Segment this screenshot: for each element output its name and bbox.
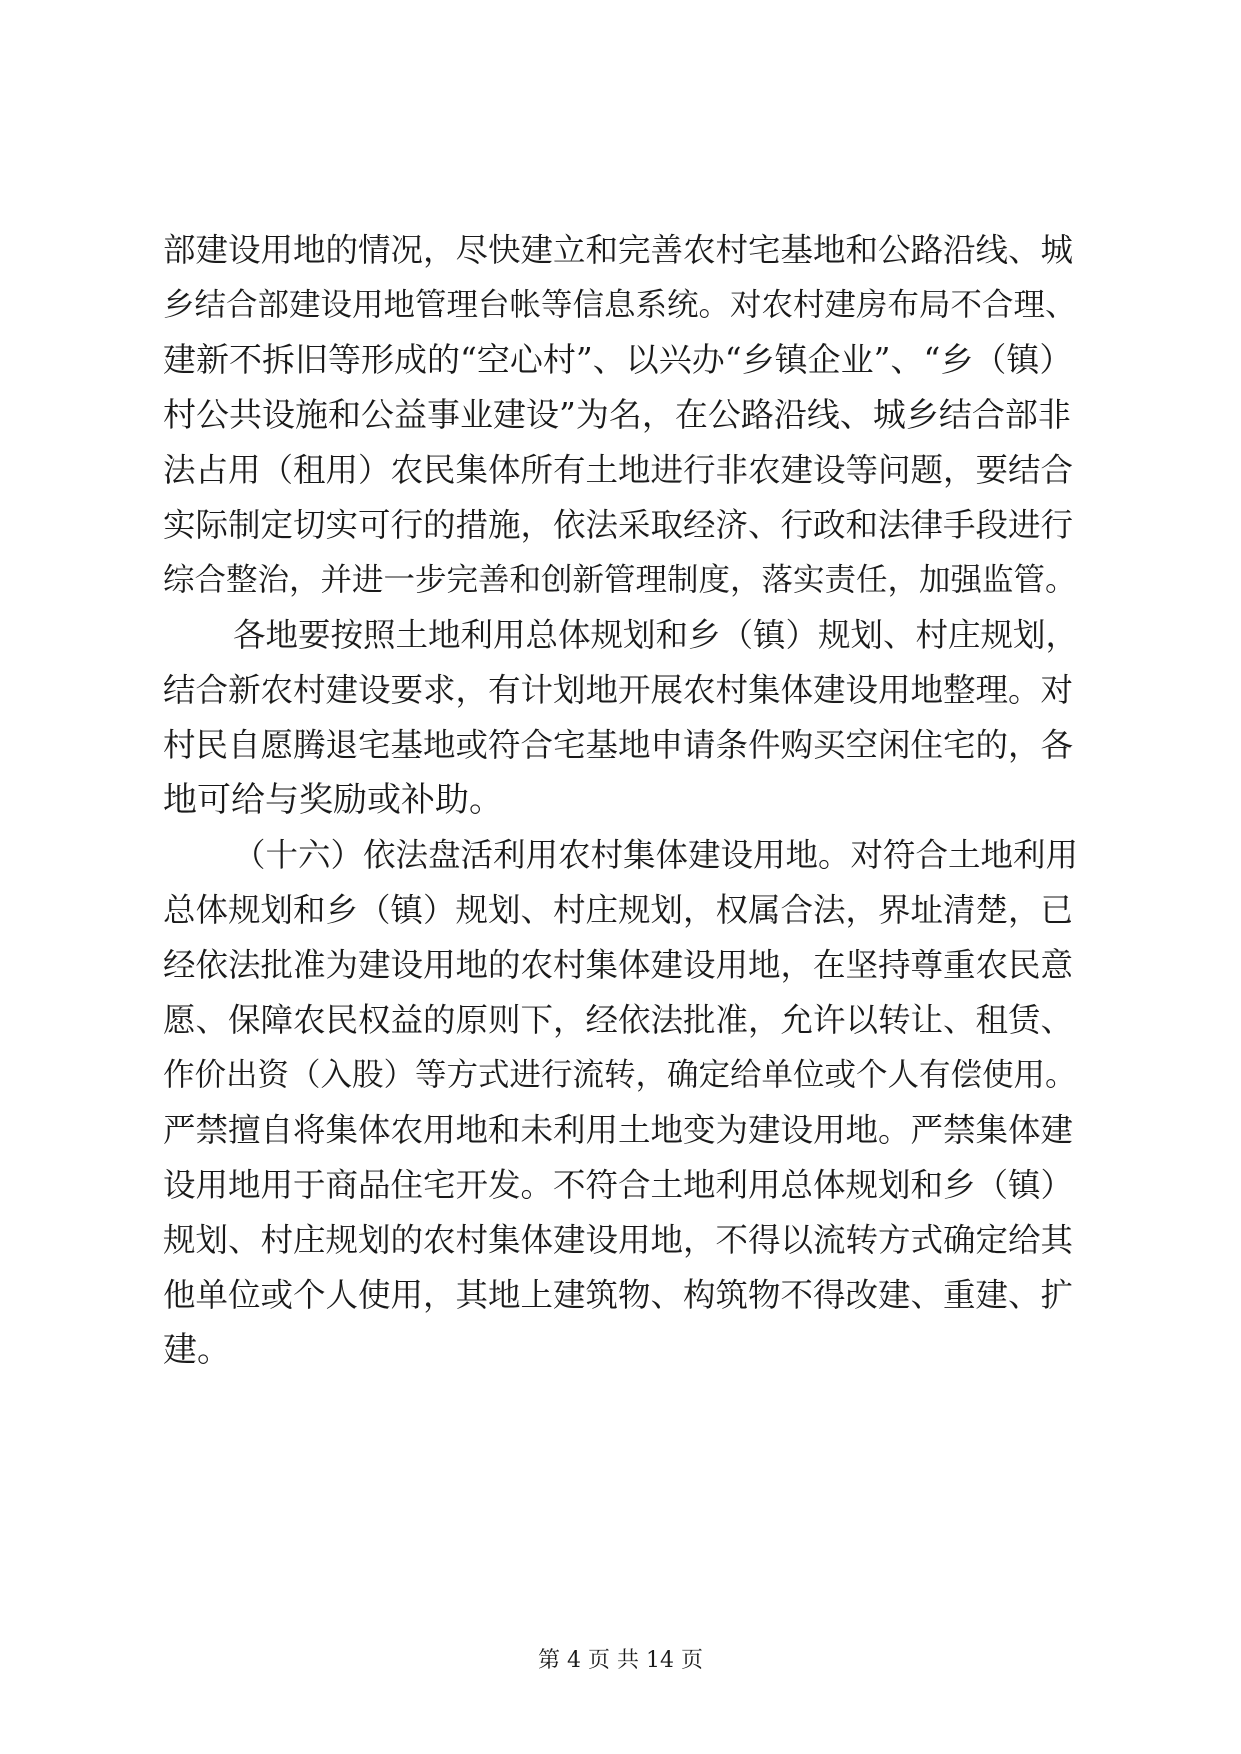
text-line: 他单位或个人使用，其地上建筑物、构筑物不得改建、重建、扩 [163, 1276, 1074, 1314]
text-line: 村民自愿腾退宅基地或符合宅基地申请条件购买空闲住宅的，各 [163, 726, 1074, 764]
text-line: 总体规划和乡（镇）规划、村庄规划，权属合法，界址清楚，已 [163, 891, 1074, 929]
text-line: 规划、村庄规划的农村集体建设用地，不得以流转方式确定给其 [163, 1221, 1074, 1259]
text-line: 各地要按照土地利用总体规划和乡（镇）规划、村庄规划， [233, 616, 1079, 654]
text-line: 建新不拆旧等形成的“空心村”、以兴办“乡镇企业”、“乡（镇） [163, 340, 1073, 379]
text-line: 经依法批准为建设用地的农村集体建设用地，在坚持尊重农民意 [163, 946, 1074, 984]
text-line: 村公共设施和公益事业建设”为名，在公路沿线、城乡结合部非 [163, 395, 1071, 434]
page-number-footer: 第 4 页 共 14 页 [538, 1648, 703, 1673]
text-line: （十六）依法盘活利用农村集体建设用地。对符合土地利用 [233, 836, 1079, 874]
text-line: 法占用（租用）农民集体所有土地进行非农建设等问题，要结合 [163, 451, 1074, 489]
text-line: 严禁擅自将集体农用地和未利用土地变为建设用地。严禁集体建 [163, 1111, 1074, 1149]
text-line: 实际制定切实可行的措施，依法采取经济、行政和法律手段进行 [163, 506, 1074, 544]
text-line: 结合新农村建设要求，有计划地开展农村集体建设用地整理。对 [163, 671, 1074, 709]
text-line: 愿、保障农民权益的原则下，经依法批准，允许以转让、租赁、 [163, 1001, 1074, 1039]
text-line: 建。 [163, 1330, 231, 1370]
text-line: 作价出资（入股）等方式进行流转，确定给单位或个人有偿使用。 [163, 1057, 1077, 1093]
text-line: 乡结合部建设用地管理台帐等信息系统。对农村建房布局不合理、 [163, 287, 1077, 323]
text-line: 设用地用于商品住宅开发。不符合土地利用总体规划和乡（镇） [163, 1166, 1074, 1204]
text-line: 综合整治，并进一步完善和创新管理制度，落实责任，加强监管。 [163, 562, 1077, 598]
text-line: 地可给与奖励或补助。 [163, 780, 503, 820]
text-line: 部建设用地的情况，尽快建立和完善农村宅基地和公路沿线、城 [163, 231, 1074, 269]
